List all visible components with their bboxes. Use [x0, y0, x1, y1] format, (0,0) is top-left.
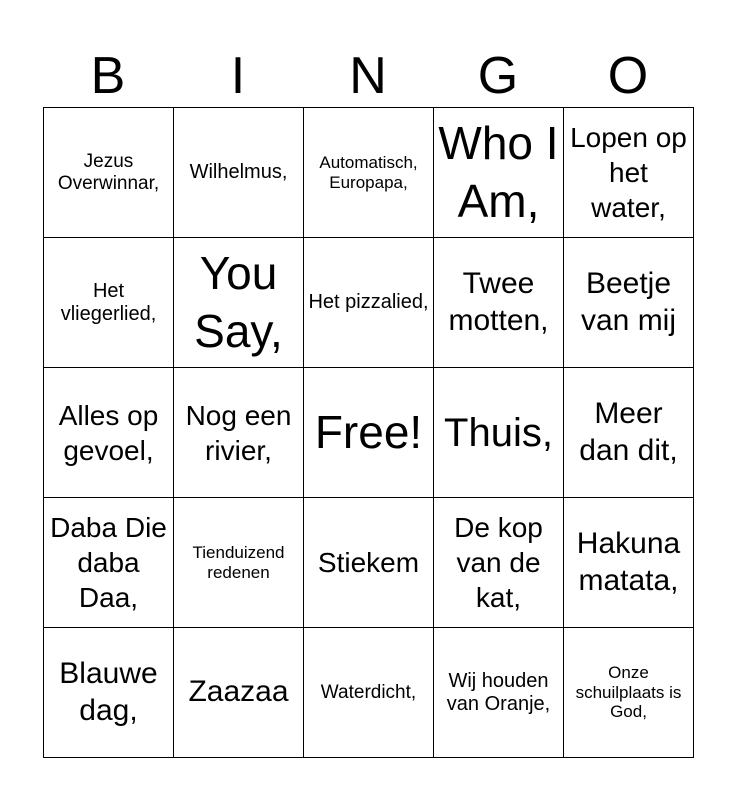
bingo-cell[interactable]: Twee motten, — [434, 238, 564, 368]
bingo-cell[interactable]: Wilhelmus, — [174, 108, 304, 238]
bingo-cell[interactable]: Zaazaa — [174, 628, 304, 758]
bingo-cell[interactable]: Lopen op het water, — [564, 108, 694, 238]
header-letter-n: N — [349, 47, 387, 105]
header-letter-g: G — [477, 47, 519, 105]
bingo-cell[interactable]: Thuis, — [434, 368, 564, 498]
free-space-cell[interactable]: Free! — [304, 368, 434, 498]
bingo-header — [43, 44, 693, 108]
bingo-cell[interactable]: Automatisch, Europapa, — [304, 108, 434, 238]
header-letter-o: O — [607, 47, 649, 105]
bingo-cell[interactable]: Beetje van mij — [564, 238, 694, 368]
bingo-cell[interactable]: Nog een rivier, — [174, 368, 304, 498]
bingo-cell[interactable]: Jezus Overwinnar, — [44, 108, 174, 238]
bingo-cell[interactable]: Onze schuilplaats is God, — [564, 628, 694, 758]
bingo-cell[interactable]: Het vliegerlied, — [44, 238, 174, 368]
bingo-cell[interactable]: You Say, — [174, 238, 304, 368]
bingo-cell[interactable]: Hakuna matata, — [564, 498, 694, 628]
bingo-cell[interactable]: Stiekem — [304, 498, 434, 628]
bingo-cell[interactable]: Het pizzalied, — [304, 238, 434, 368]
bingo-cell[interactable]: Meer dan dit, — [564, 368, 694, 498]
header-letter-i: I — [230, 47, 246, 105]
header-letter-b: B — [90, 47, 126, 105]
bingo-cell[interactable]: Alles op gevoel, — [44, 368, 174, 498]
bingo-cell[interactable]: Blauwe dag, — [44, 628, 174, 758]
bingo-cell[interactable]: Who I Am, — [434, 108, 564, 238]
bingo-board — [43, 107, 694, 758]
bingo-cell[interactable]: Daba Die daba Daa, — [44, 498, 174, 628]
bingo-cell[interactable]: Wij houden van Oranje, — [434, 628, 564, 758]
bingo-cell[interactable]: De kop van de kat, — [434, 498, 564, 628]
bingo-cell[interactable]: Tienduizend redenen — [174, 498, 304, 628]
bingo-cell[interactable]: Waterdicht, — [304, 628, 434, 758]
